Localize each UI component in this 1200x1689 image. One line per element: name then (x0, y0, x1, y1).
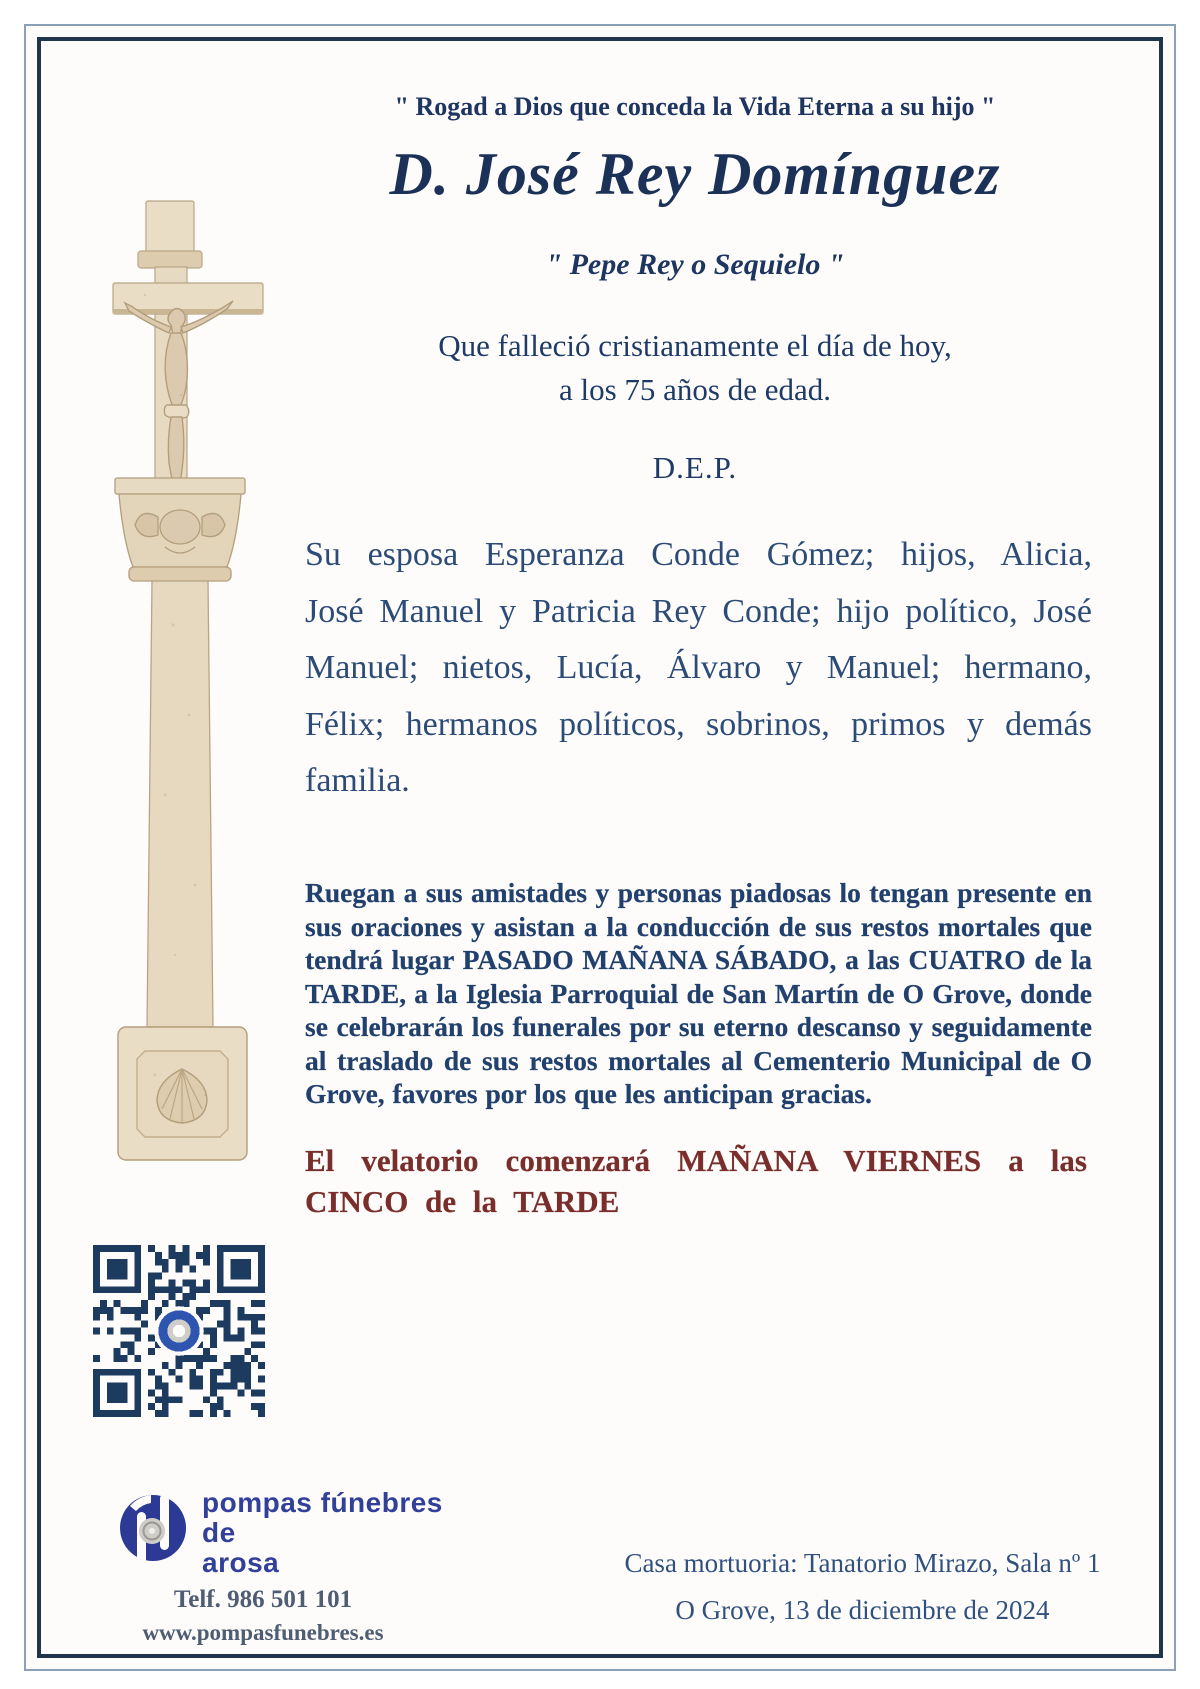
funeral-notice-paragraph: Ruegan a sus amistades y personas piadosas lo tengan presente en sus oraciones y asistan a la conducción de sus restos mortales que tendrá lugar PASADO MAÑANA SÁBADO, a las CUATRO de la TARDE, a la Iglesia Parroquial de San Martín de O Grove, donde se celebrarán los funerales por su eterno descanso y seguidamente al traslado de sus restos mortales al Cementerio Municipal de O Grove, favores por los que les anticipan gracias. (305, 877, 1092, 1109)
stone-crucifix-image (85, 195, 275, 1170)
qr-code-icon (93, 1245, 265, 1417)
religious-quote: " Rogad a Dios que conceda la Vida Eterna a su hijo " (394, 92, 996, 121)
mortuary-location: Casa mortuoria: Tanatorio Mirazo, Sala nº 1 (624, 1548, 1101, 1578)
pf-logo-icon (118, 1490, 188, 1572)
crucifix-icon (85, 195, 275, 1170)
qr-code (93, 1245, 265, 1417)
deceased-name: D. José Rey Domínguez (389, 141, 1001, 207)
death-statement (300, 324, 1090, 412)
brand-line3: arosa (202, 1547, 280, 1578)
place-and-date: O Grove, 13 de diciembre de 2024 (675, 1595, 1050, 1625)
dep-abbreviation: D.E.P. (652, 450, 738, 485)
family-paragraph: Su esposa Esperanza Conde Gómez; hijos, Alicia, José Manuel y Patricia Rey Conde; hijo político, José Manuel; nietos, Lucía, Álvaro y Manuel; hermano, Félix; hermanos políticos, sobrinos, primos y demás familia. (305, 536, 1092, 799)
death-statement-line2: a los 75 años de edad. (558, 372, 832, 407)
death-statement-line1: Que falleció cristianamente el día de hoy, (438, 328, 952, 363)
funeral-home-brand (118, 1488, 518, 1578)
website-url: www.pompasfunebres.es (142, 1620, 384, 1645)
mortuary-info (590, 1540, 1135, 1634)
brand-line2: de (202, 1517, 236, 1548)
phone-number: Telf. 986 501 101 (173, 1586, 353, 1613)
brand-wordmark (202, 1488, 443, 1578)
wake-announcement: El velatorio comenzará MAÑANA VIERNES a las CINCO de la TARDE (305, 1143, 1087, 1219)
brand-line1: pompas fúnebres (202, 1487, 443, 1518)
deceased-nickname: " Pepe Rey o Sequielo " (545, 248, 845, 281)
